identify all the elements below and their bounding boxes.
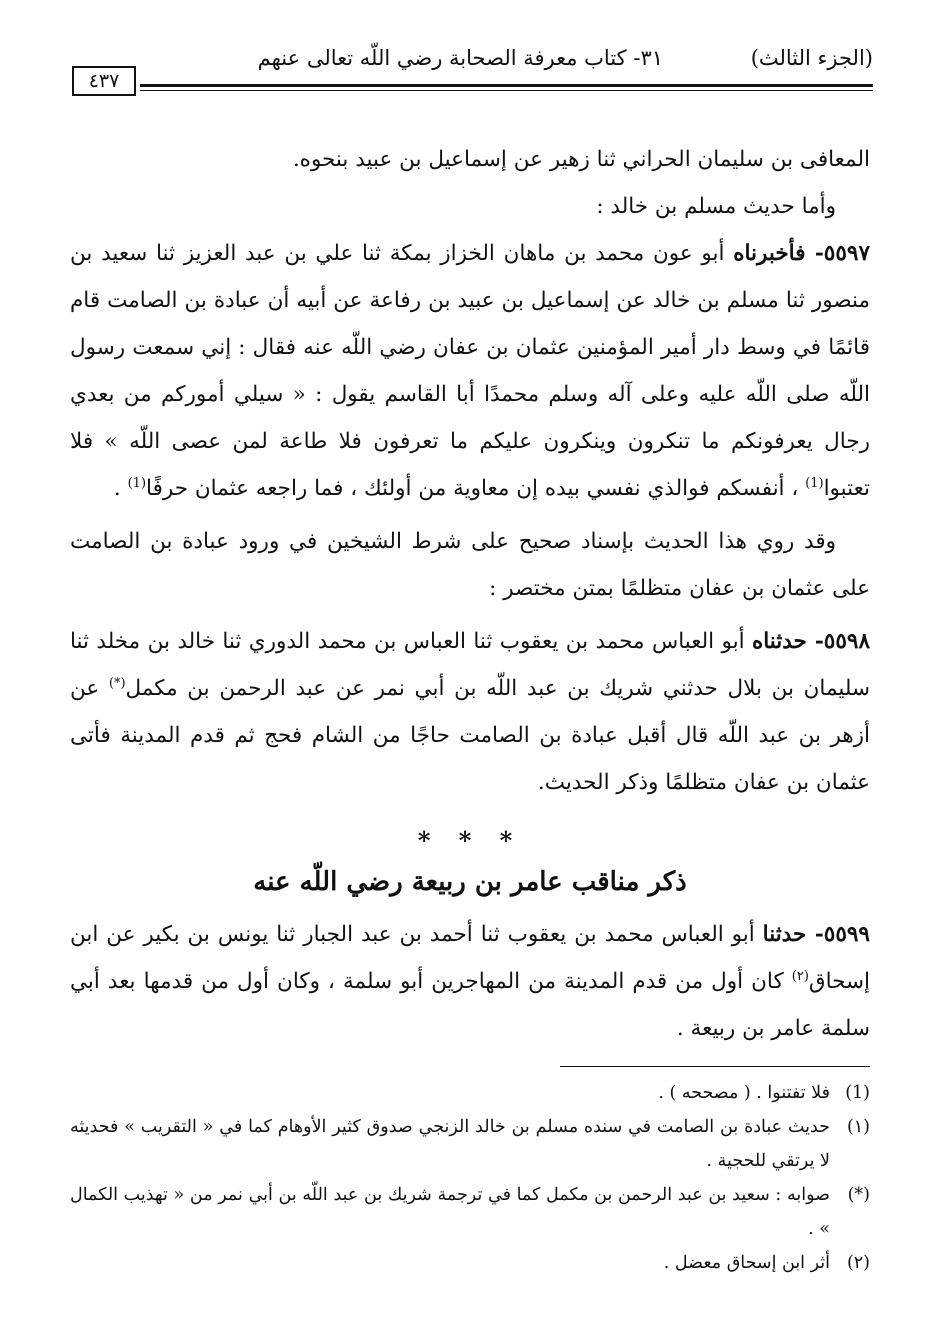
paragraph-intro: وأما حديث مسلم بن خالد : <box>596 194 836 219</box>
footnote-text: فلا تفتنوا . ( مصححه ) . <box>658 1083 830 1103</box>
section-heading: ذكر مناقب عامر بن ربيعة رضي اللّه عنه <box>253 867 687 897</box>
hadith-5599 <box>70 911 870 1052</box>
footnote-text: صوابه : سعيد بن عبد الرحمن بن مكمل كما في ترجمة شريك بن عبد اللّه بن أبي نمر من « تهذيب الكمال » . <box>70 1185 830 1239</box>
hadith-keyword: حدثنا <box>762 922 807 947</box>
hadith-text: أبو العباس محمد بن يعقوب ثنا العباس بن محمد الدوري ثنا خالد بن مخلد ثنا سليمان بن بلال حدثني شريك بن عبد اللّه بن أبي نمر عن عبد الرحمن بن مكمل <box>70 629 871 701</box>
section-divider: * * * <box>417 826 523 855</box>
header-rule <box>70 84 873 94</box>
footnote-mark: (*) <box>847 1185 870 1205</box>
hadith-number: ٥٥٩٩- <box>806 922 870 947</box>
hadith-text: كان أول من قدم المدينة من المهاجرين أبو سلمة ، وكان أول من قدمها بعد أبي سلمة عامر بن ربيعة . <box>70 969 870 1041</box>
hadith-text: أبو عون محمد بن ماهان الخزاز بمكة ثنا علي بن عبد العزيز ثنا سعيد بن منصور ثنا مسلم بن خالد عن إسماعيل بن عبيد بن رفاعة عن أبيه أن عبادة بن الصامت قام قائمًا في وسط دار أمير المؤمنين عثمان بن عفان رضي اللّه عنه فقال : إني سمعت رسول اللّه صلى اللّه عليه وعلى آله وسلم محمدًا أبا القاسم يقول : « سيلي أموركم من بعدي رجال يعرفونكم ما تنكرون وينكرون عليكم ما تعرفون فلا طاعة لمن عصى اللّه » فلا تعتبوا <box>70 241 870 501</box>
footnote-ref: (٢) <box>791 968 809 984</box>
chapter-title: ٣١- كتاب معرفة الصحابة رضي اللّه تعالى عنهم <box>257 46 663 70</box>
header-rule-thick <box>140 84 873 87</box>
hadith-5598 <box>70 618 870 806</box>
footnote-item <box>70 1178 870 1246</box>
hadith-text: أبو العباس محمد بن يعقوب ثنا أحمد بن عبد الجبار ثنا يونس بن بكير عن ابن إسحاق <box>70 922 870 994</box>
footnote-item <box>70 1076 870 1110</box>
footnotes <box>70 1076 870 1280</box>
footnote-separator <box>560 1066 870 1067</box>
page-body <box>70 136 870 1052</box>
hadith-text: . <box>113 476 128 501</box>
hadith-number: ٥٥٩٧- <box>805 241 870 266</box>
footnote-mark: (٢) <box>846 1253 870 1273</box>
footnote-mark: (1) <box>845 1083 870 1103</box>
hadith-text: ، أنفسكم فوالذي نفسي بيده إن معاوية من أولئك ، فما راجعه عثمان حرفًا <box>146 476 806 501</box>
volume-label: (الجزء الثالث) <box>750 46 873 70</box>
footnote-ref: (1) <box>805 475 824 491</box>
hadith-keyword: حدثناه <box>751 629 807 654</box>
running-header <box>70 46 873 80</box>
hadith-text: عن أزهر بن عبد اللّه قال أقبل عبادة بن الصامت حاجًا من الشام فحج ثم قدم المدينة فأتى عثمان بن عفان متظلمًا وذكر الحديث. <box>70 676 870 795</box>
footnote-ref: (*) <box>108 675 126 691</box>
footnote-mark: (١) <box>846 1117 870 1137</box>
page-number: ٤٣٧ <box>72 66 136 96</box>
footnote-text: أثر ابن إسحاق معضل . <box>663 1253 830 1273</box>
paragraph-continuation: المعافى بن سليمان الحراني ثنا زهير عن إسماعيل بن عبيد بنحوه. <box>292 147 870 172</box>
hadith-keyword: فأخبرناه <box>733 241 806 266</box>
footnote-text: حديث عبادة بن الصامت في سنده مسلم بن خالد الزنجي صدوق كثير الأوهام كما في « التقريب » فحديثه لا يرتقي للحجية . <box>70 1117 830 1171</box>
hadith-5597 <box>70 230 870 512</box>
footnote-item <box>70 1246 870 1280</box>
paragraph-commentary: وقد روي هذا الحديث بإسناد صحيح على شرط الشيخين في ورود عبادة بن الصامت على عثمان بن عفان متظلمًا بمتن مختصر : <box>70 529 870 601</box>
hadith-number: ٥٥٩٨- <box>806 629 870 654</box>
header-rule-thin <box>140 90 873 91</box>
footnote-item <box>70 1110 870 1178</box>
footnote-ref: (1) <box>127 475 147 491</box>
